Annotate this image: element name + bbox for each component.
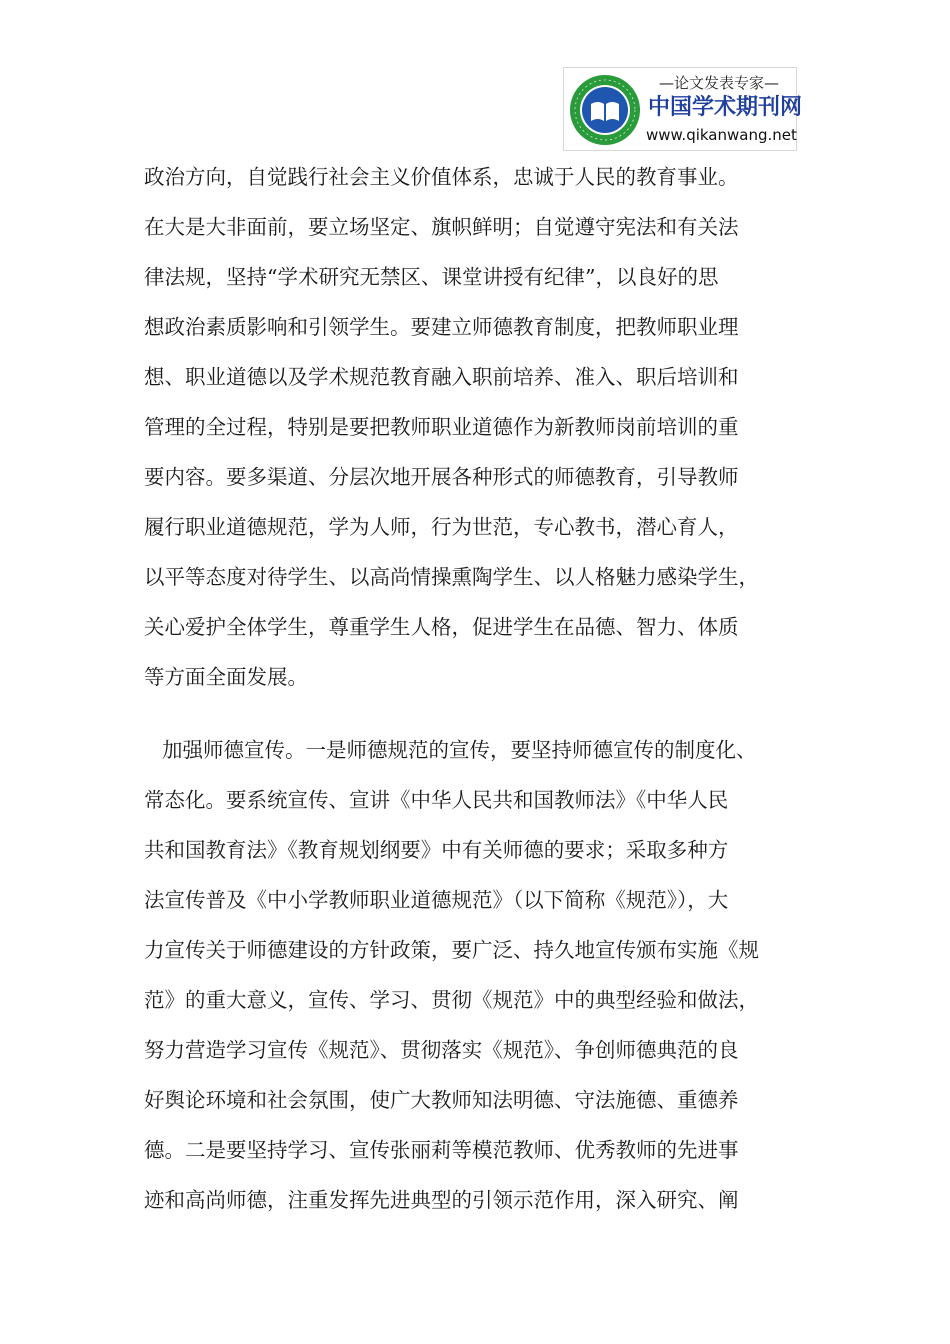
text-line: 法宣传普及《中小学教师职业道德规范》（以下简称《规范》），大	[144, 888, 729, 912]
text-line: 想政治素质影响和引领学生。要建立师德教育制度，把教师职业理	[144, 315, 739, 339]
book-seal-icon	[569, 74, 641, 146]
document-body	[144, 152, 796, 1225]
logo-slogan: —论文发表专家—	[658, 74, 779, 92]
text-line: 常态化。要系统宣传、宣讲《中华人民共和国教师法》《中华人民	[144, 788, 729, 812]
text-line: 履行职业道德规范，学为人师，行为世范，专心教书，潜心育人，	[144, 515, 739, 539]
logo-url: www.qikanwang.net	[646, 126, 797, 144]
text-line: 关心爱护全体学生，尊重学生人格，促进学生在品德、智力、体质	[144, 615, 739, 639]
text-line: 要内容。要多渠道、分层次地开展各种形式的师德教育，引导教师	[144, 465, 739, 489]
paragraph-2	[144, 725, 796, 1225]
text-line: 等方面全面发展。	[144, 665, 308, 689]
text-line: 在大是大非面前，要立场坚定、旗帜鲜明；自觉遵守宪法和有关法	[144, 215, 739, 239]
text-line: 政治方向，自觉践行社会主义价值体系，忠诚于人民的教育事业。	[144, 165, 739, 189]
text-line: 以平等态度对待学生、以高尚情操熏陶学生、以人格魅力感染学生，	[144, 565, 759, 589]
text-line: 力宣传关于师德建设的方针政策，要广泛、持久地宣传颁布实施《规	[144, 938, 759, 962]
logo-name: 中国学术期刊网	[648, 95, 803, 120]
text-line: 想、职业道德以及学术规范教育融入职前培养、准入、职后培训和	[144, 365, 739, 389]
text-line: 加强师德宣传。一是师德规范的宣传，要坚持师德宣传的制度化、	[162, 738, 757, 762]
paragraph-gap	[144, 702, 796, 725]
text-line: 德。二是要坚持学习、宣传张丽莉等模范教师、优秀教师的先进事	[144, 1138, 739, 1162]
text-line: 管理的全过程，特别是要把教师职业道德作为新教师岗前培训的重	[144, 415, 739, 439]
text-line: 共和国教育法》《教育规划纲要》中有关师德的要求；采取多种方	[144, 838, 729, 862]
text-line: 律法规，坚持“学术研究无禁区、课堂讲授有纪律”，以良好的思	[144, 265, 719, 289]
text-line: 范》的重大意义，宣传、学习、贯彻《规范》中的典型经验和做法，	[144, 988, 759, 1012]
text-line: 好舆论环境和社会氛围，使广大教师知法明德、守法施德、重德养	[144, 1088, 739, 1112]
paragraph-1	[144, 152, 796, 702]
site-logo	[563, 67, 803, 151]
text-line: 迹和高尚师德，注重发挥先进典型的引领示范作用，深入研究、阐	[144, 1188, 739, 1212]
text-line: 努力营造学习宣传《规范》、贯彻落实《规范》、争创师德典范的良	[144, 1038, 739, 1062]
